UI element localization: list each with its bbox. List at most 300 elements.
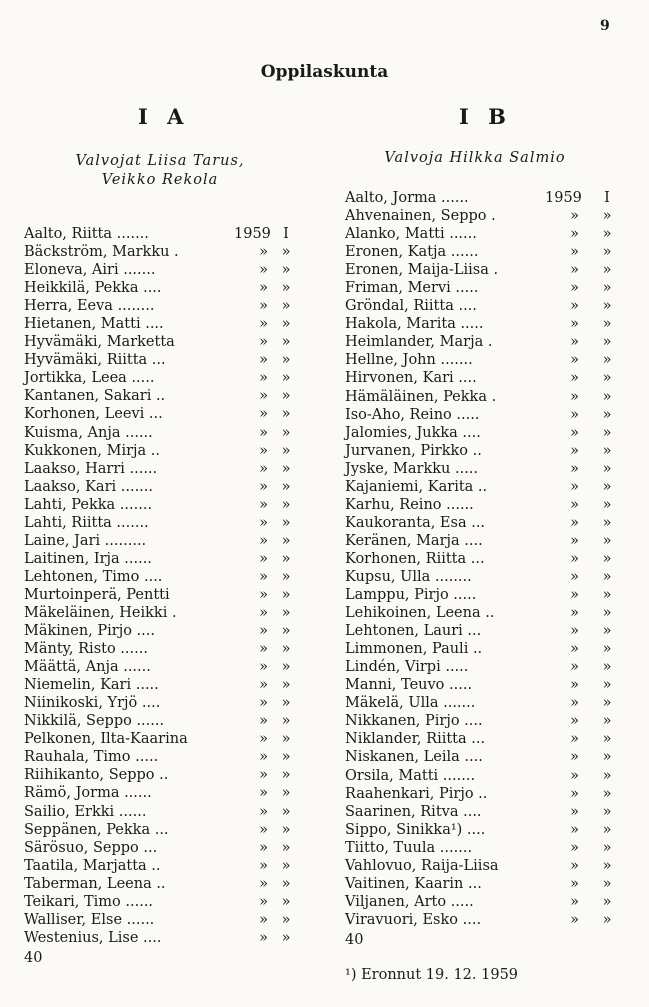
student-grade: » (281, 316, 291, 333)
student-grade: » (602, 208, 612, 225)
student-row (24, 676, 304, 694)
student-year: » (570, 641, 579, 658)
student-name: Taberman, Leena .. (24, 875, 166, 892)
student-row (345, 460, 625, 478)
student-year: » (570, 587, 579, 604)
class-a-teachers-line1: Valvojat Liisa Tarus, (75, 153, 245, 169)
student-year: » (259, 677, 268, 694)
student-year: » (570, 424, 579, 441)
student-name: Lehtonen, Lauri ... (345, 623, 482, 640)
student-grade: I (604, 190, 610, 206)
student-name: Lehtonen, Timo .... (24, 568, 163, 585)
student-grade: » (281, 406, 291, 423)
student-grade: » (602, 244, 612, 261)
class-b-heading: I B (459, 104, 512, 129)
student-row (24, 784, 304, 802)
student-grade: » (602, 478, 612, 495)
student-row (24, 333, 304, 351)
student-grade: » (281, 370, 291, 387)
student-name: Hakola, Marita ..... (345, 316, 484, 333)
student-row (345, 207, 625, 225)
student-row (345, 857, 625, 875)
student-grade: » (281, 604, 291, 621)
student-name: Laakso, Kari ....... (24, 478, 154, 495)
student-row (24, 297, 304, 315)
student-name: Laitinen, Irja ...... (24, 550, 152, 567)
student-year: » (259, 659, 268, 676)
student-year: » (259, 695, 268, 712)
student-year: » (570, 893, 579, 910)
student-name: Niemelin, Kari ..... (24, 677, 159, 694)
student-year: » (570, 316, 579, 333)
student-row (345, 875, 625, 893)
student-grade: » (281, 460, 291, 477)
student-year: » (570, 334, 579, 351)
student-grade: » (602, 370, 612, 387)
student-name: Vaitinen, Kaarin ... (345, 875, 482, 892)
student-row (345, 532, 625, 550)
student-year: » (570, 370, 579, 387)
student-name: Limmonen, Pauli .. (345, 641, 483, 658)
class-b-teachers: Valvoja Hilkka Salmio (384, 150, 566, 166)
student-grade: » (602, 803, 612, 820)
student-year: » (259, 424, 268, 441)
student-name: Pelkonen, Ilta-Kaarina (24, 731, 188, 748)
student-row (345, 442, 625, 460)
student-year: » (570, 695, 579, 712)
student-year: » (259, 388, 268, 405)
student-grade: » (602, 875, 612, 892)
student-name: Mäkeläinen, Heikki . (24, 604, 177, 621)
student-name: Keränen, Marja .... (345, 532, 483, 549)
student-name: Alanko, Matti ...... (345, 226, 477, 243)
student-year: » (570, 803, 579, 820)
student-row (24, 315, 304, 333)
student-row (24, 694, 304, 712)
student-name: Jurvanen, Pirkko .. (345, 442, 482, 459)
student-grade: » (602, 424, 612, 441)
student-year: » (259, 586, 268, 603)
student-name: Viljanen, Arto ..... (345, 893, 474, 910)
student-name: Mäkelä, Ulla ....... (345, 695, 476, 712)
student-row (24, 279, 304, 297)
class-b-count: 40 (345, 932, 364, 948)
student-grade: » (602, 496, 612, 513)
student-grade: » (602, 911, 612, 928)
student-row (345, 478, 625, 496)
student-year: » (259, 839, 268, 856)
student-year: » (259, 352, 268, 369)
student-year: » (570, 406, 579, 423)
student-row (24, 911, 304, 929)
student-row (24, 604, 304, 622)
student-name: Ahvenainen, Seppo . (345, 208, 496, 225)
student-grade: » (602, 587, 612, 604)
student-grade: » (602, 677, 612, 694)
student-name: Sippo, Sinikka¹) .... (345, 821, 486, 838)
student-year: » (570, 442, 579, 459)
student-name: Jyske, Markku ..... (345, 460, 479, 477)
student-grade: » (281, 442, 291, 459)
student-grade: » (602, 857, 612, 874)
student-name: Jortikka, Leea ..... (24, 370, 155, 387)
student-name: Lehikoinen, Leena .. (345, 605, 495, 622)
student-year: » (259, 514, 268, 531)
student-grade: » (281, 388, 291, 405)
student-row (24, 424, 304, 442)
student-name: Kaukoranta, Esa ... (345, 514, 486, 531)
student-grade: » (602, 280, 612, 297)
student-name: Korhonen, Riitta ... (345, 550, 485, 567)
student-year: » (259, 550, 268, 567)
student-name: Riihikanto, Seppo .. (24, 767, 169, 784)
student-grade: » (602, 334, 612, 351)
student-year: » (570, 713, 579, 730)
class-a-teachers-line2: Veikko Rekola (101, 172, 219, 188)
student-row (24, 478, 304, 496)
student-year: » (570, 821, 579, 838)
student-row (345, 297, 625, 315)
student-grade: » (281, 857, 291, 874)
student-grade: » (602, 442, 612, 459)
student-grade: » (602, 406, 612, 423)
student-year: » (570, 785, 579, 802)
student-name: Walliser, Else ...... (24, 911, 155, 928)
student-year: » (570, 731, 579, 748)
student-grade: » (602, 767, 612, 784)
student-year: » (259, 406, 268, 423)
student-year: » (259, 713, 268, 730)
student-row (345, 730, 625, 748)
page-title: Oppilaskunta (260, 62, 389, 82)
student-grade: » (281, 550, 291, 567)
student-row (24, 514, 304, 532)
student-grade: » (281, 298, 291, 315)
student-grade: » (281, 875, 291, 892)
student-year: » (259, 803, 268, 820)
student-grade: » (602, 821, 612, 838)
student-year: » (570, 298, 579, 315)
student-grade: » (602, 514, 612, 531)
student-year: » (570, 767, 579, 784)
student-name: Viravuori, Esko .... (345, 911, 482, 928)
student-name: Korhonen, Leevi ... (24, 406, 163, 423)
student-year: » (570, 839, 579, 856)
student-grade: » (602, 605, 612, 622)
student-name: Rämö, Jorma ...... (24, 785, 152, 802)
student-grade: » (602, 388, 612, 405)
student-grade: » (602, 695, 612, 712)
student-year: » (570, 208, 579, 225)
student-grade: » (281, 478, 291, 495)
student-row (24, 568, 304, 586)
student-row (345, 767, 625, 785)
student-row (345, 604, 625, 622)
student-year: » (570, 496, 579, 513)
student-year: » (570, 605, 579, 622)
student-row (345, 694, 625, 712)
student-year: » (259, 604, 268, 621)
student-grade: I (283, 226, 289, 242)
student-name: Hyvämäki, Riitta ... (24, 352, 166, 369)
student-row (345, 658, 625, 676)
student-name: Nikkilä, Seppo ...... (24, 713, 165, 730)
student-grade: » (281, 532, 291, 549)
student-name: Bäckström, Markku . (24, 244, 179, 261)
student-grade: » (281, 280, 291, 297)
student-row (345, 406, 625, 424)
student-name: Niinikoski, Yrjö .... (24, 695, 161, 712)
student-year: » (259, 875, 268, 892)
student-name: Jalomies, Jukka .... (345, 424, 481, 441)
student-name: Westenius, Lise .... (24, 929, 162, 946)
student-year: » (259, 496, 268, 513)
student-year: » (259, 911, 268, 928)
class-b-roster (345, 189, 625, 929)
student-grade: » (602, 641, 612, 658)
student-grade: » (281, 244, 291, 261)
student-year: » (570, 677, 579, 694)
student-name: Aalto, Riitta ....... (24, 226, 149, 242)
student-grade: » (602, 568, 612, 585)
student-year: » (570, 460, 579, 477)
student-grade: » (281, 623, 291, 640)
student-name: Raahenkari, Pirjo .. (345, 785, 488, 802)
student-grade: » (281, 641, 291, 658)
student-name: Manni, Teuvo ..... (345, 677, 473, 694)
student-row (24, 857, 304, 875)
footnote: ¹) Eronnut 19. 12. 1959 (345, 967, 519, 983)
student-row (24, 225, 304, 243)
student-row (24, 496, 304, 514)
student-name: Hyvämäki, Marketta (24, 334, 175, 351)
student-year: » (259, 334, 268, 351)
student-row (345, 189, 625, 207)
student-name: Sailio, Erkki ...... (24, 803, 147, 820)
student-grade: » (602, 352, 612, 369)
class-a-heading: I A (138, 104, 190, 129)
student-grade: » (602, 839, 612, 856)
student-year: » (570, 857, 579, 874)
student-grade: » (602, 731, 612, 748)
student-row (24, 460, 304, 478)
student-name: Laakso, Harri ...... (24, 460, 158, 477)
student-row (345, 712, 625, 730)
student-row (24, 658, 304, 676)
student-grade: » (602, 893, 612, 910)
student-row (345, 225, 625, 243)
student-name: Niskanen, Leila .... (345, 749, 483, 766)
student-grade: » (281, 893, 291, 910)
student-year: 1959 (234, 226, 271, 242)
student-year: » (259, 785, 268, 802)
student-grade: » (281, 262, 291, 279)
student-name: Niklander, Riitta ... (345, 731, 486, 748)
student-row (345, 568, 625, 586)
student-year: » (570, 352, 579, 369)
student-year: » (259, 623, 268, 640)
student-year: » (259, 370, 268, 387)
student-name: Hämäläinen, Pekka . (345, 388, 497, 405)
student-name: Mänty, Risto ...... (24, 641, 148, 658)
student-year: » (570, 388, 579, 405)
student-row (345, 333, 625, 351)
student-year: » (259, 460, 268, 477)
student-name: Hirvonen, Kari .... (345, 370, 477, 387)
student-row (345, 911, 625, 929)
student-name: Heimlander, Marja . (345, 334, 493, 351)
student-grade: » (602, 226, 612, 243)
student-row (24, 532, 304, 550)
student-name: Karhu, Reino ...... (345, 496, 474, 513)
student-grade: » (281, 731, 291, 748)
student-row (24, 748, 304, 766)
student-grade: » (281, 695, 291, 712)
student-grade: » (602, 316, 612, 333)
student-name: Lahti, Riitta ....... (24, 514, 149, 531)
student-grade: » (281, 424, 291, 441)
student-name: Rauhala, Timo ..... (24, 749, 159, 766)
student-name: Hietanen, Matti .... (24, 316, 164, 333)
student-year: » (259, 478, 268, 495)
student-year: » (259, 731, 268, 748)
student-row (24, 803, 304, 821)
student-name: Taatila, Marjatta .. (24, 857, 161, 874)
student-grade: » (281, 839, 291, 856)
student-row (24, 387, 304, 405)
student-year: 1959 (545, 190, 582, 206)
student-grade: » (281, 803, 291, 820)
student-row (24, 893, 304, 911)
student-name: Iso-Aho, Reino ..... (345, 406, 480, 423)
student-name: Lamppu, Pirjo ..... (345, 587, 477, 604)
student-row (345, 243, 625, 261)
student-year: » (570, 550, 579, 567)
student-grade: » (602, 659, 612, 676)
student-name: Gröndal, Riitta .... (345, 298, 477, 315)
student-grade: » (602, 262, 612, 279)
student-name: Hellne, John ....... (345, 352, 473, 369)
student-name: Lindén, Virpi ..... (345, 659, 469, 676)
student-grade: » (281, 352, 291, 369)
student-grade: » (602, 785, 612, 802)
student-year: » (570, 262, 579, 279)
student-row (24, 369, 304, 387)
student-year: » (259, 893, 268, 910)
student-row (345, 586, 625, 604)
student-row (345, 821, 625, 839)
student-grade: » (281, 767, 291, 784)
student-name: Eronen, Maija-Liisa . (345, 262, 499, 279)
student-row (24, 622, 304, 640)
student-grade: » (281, 334, 291, 351)
student-year: » (570, 875, 579, 892)
student-name: Murtoinperä, Pentti (24, 586, 170, 603)
student-row (24, 821, 304, 839)
student-name: Eloneva, Airi ....... (24, 262, 156, 279)
student-year: » (259, 568, 268, 585)
student-year: » (259, 442, 268, 459)
student-grade: » (602, 713, 612, 730)
student-year: » (570, 659, 579, 676)
student-grade: » (281, 749, 291, 766)
student-grade: » (281, 659, 291, 676)
student-year: » (570, 514, 579, 531)
student-name: Kukkonen, Mirja .. (24, 442, 161, 459)
student-row (24, 243, 304, 261)
student-row (345, 424, 625, 442)
student-row (24, 586, 304, 604)
student-year: » (259, 262, 268, 279)
student-year: » (570, 478, 579, 495)
student-year: » (259, 821, 268, 838)
student-grade: » (281, 713, 291, 730)
student-name: Herra, Eeva ........ (24, 298, 155, 315)
student-name: Eronen, Katja ...... (345, 244, 479, 261)
student-row (24, 351, 304, 369)
student-row (345, 369, 625, 387)
student-name: Kuisma, Anja ...... (24, 424, 153, 441)
student-row (345, 496, 625, 514)
student-name: Särösuo, Seppo ... (24, 839, 158, 856)
student-year: » (570, 244, 579, 261)
student-row (345, 676, 625, 694)
student-grade: » (281, 929, 291, 946)
student-row (345, 261, 625, 279)
student-name: Kantanen, Sakari .. (24, 388, 166, 405)
student-year: » (259, 929, 268, 946)
student-row (24, 442, 304, 460)
student-name: Saarinen, Ritva .... (345, 803, 482, 820)
class-a-count: 40 (24, 950, 43, 966)
student-row (345, 388, 625, 406)
student-name: Nikkanen, Pirjo .... (345, 713, 483, 730)
student-year: » (259, 280, 268, 297)
student-year: » (570, 568, 579, 585)
student-row (24, 929, 304, 947)
student-grade: » (602, 460, 612, 477)
student-name: Orsila, Matti ....... (345, 767, 476, 784)
student-row (24, 550, 304, 568)
class-a-roster (24, 225, 304, 947)
student-row (24, 261, 304, 279)
student-row (345, 550, 625, 568)
student-name: Mäkinen, Pirjo .... (24, 623, 155, 640)
student-grade: » (602, 532, 612, 549)
student-year: » (570, 911, 579, 928)
student-name: Friman, Mervi ..... (345, 280, 479, 297)
student-year: » (259, 857, 268, 874)
student-row (345, 839, 625, 857)
student-grade: » (602, 550, 612, 567)
student-grade: » (281, 586, 291, 603)
student-name: Seppänen, Pekka ... (24, 821, 169, 838)
page-number: 9 (600, 18, 610, 34)
student-row (24, 839, 304, 857)
student-grade: » (281, 677, 291, 694)
student-grade: » (281, 785, 291, 802)
student-name: Teikari, Timo ...... (24, 893, 154, 910)
student-row (24, 766, 304, 784)
student-grade: » (281, 821, 291, 838)
student-name: Kajaniemi, Karita .. (345, 478, 488, 495)
student-name: Vahlovuo, Raija-Liisa (345, 857, 499, 874)
student-row (345, 893, 625, 911)
student-row (345, 351, 625, 369)
student-grade: » (602, 623, 612, 640)
student-row (345, 785, 625, 803)
student-year: » (259, 641, 268, 658)
